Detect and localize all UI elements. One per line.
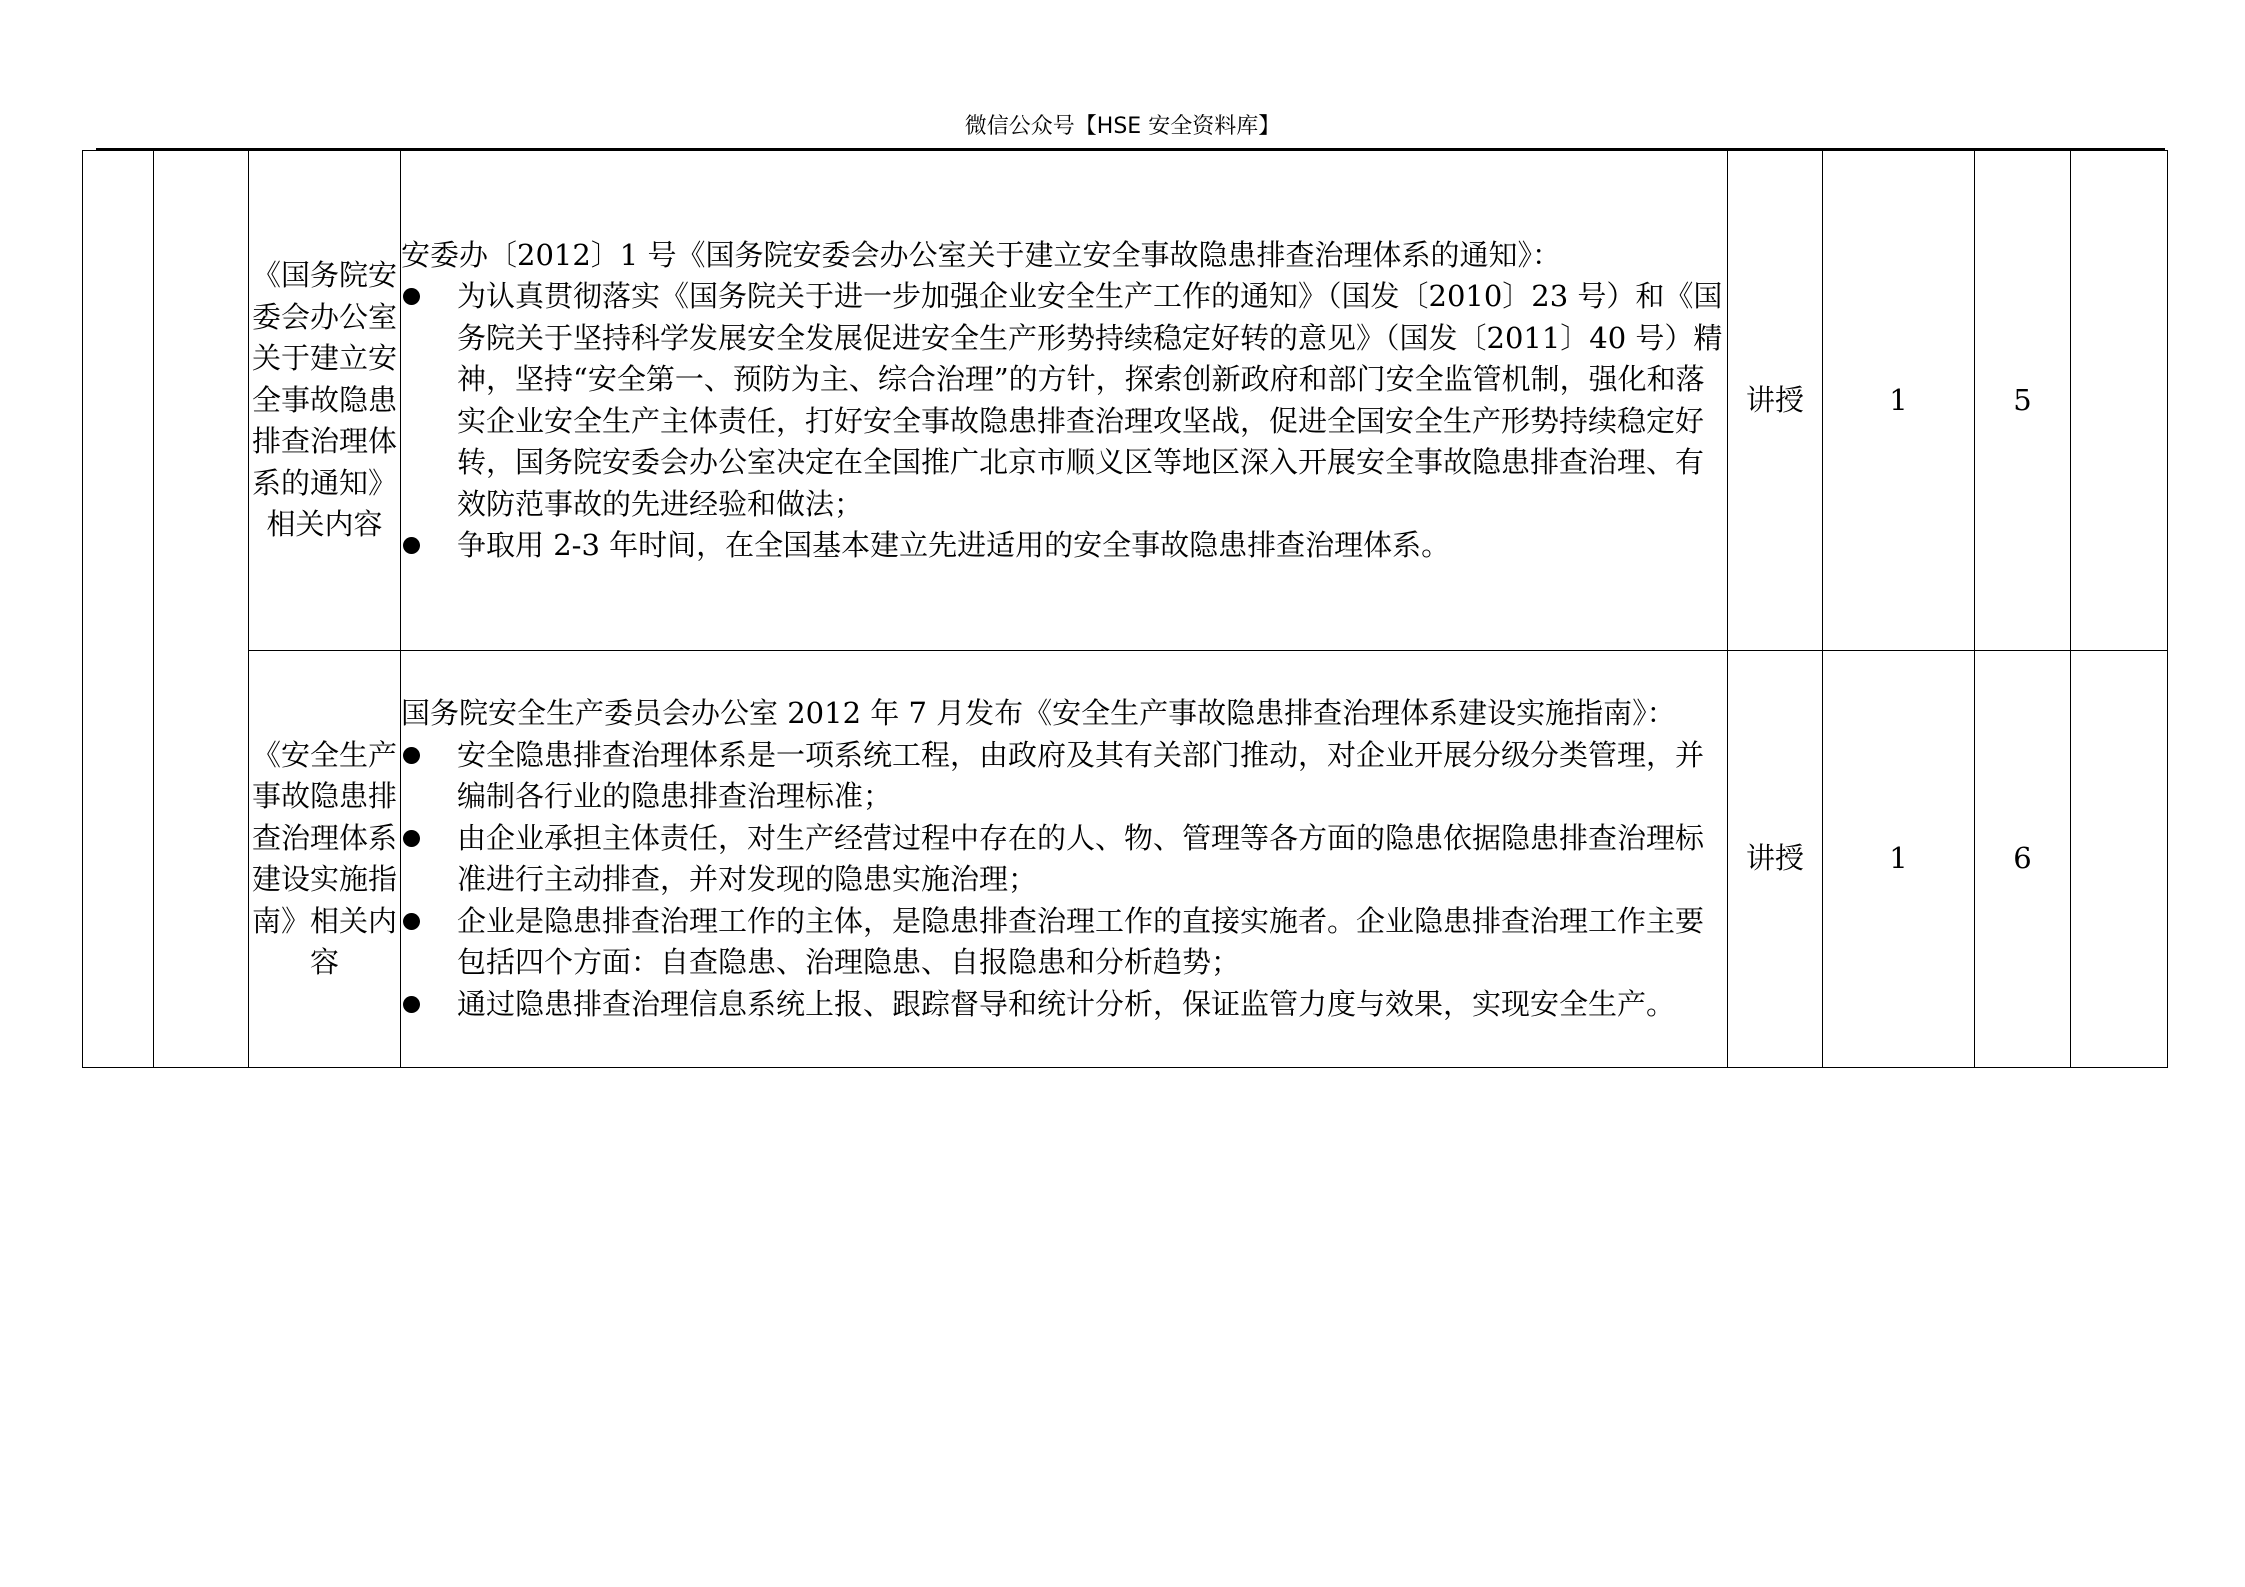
- list-item: [401, 276, 1727, 525]
- bullet-icon: [403, 996, 420, 1013]
- row-content-cell: [401, 151, 1728, 651]
- hours-cell: [1823, 151, 1975, 651]
- list-item: [401, 901, 1727, 984]
- page-header: 微信公众号【HSE 安全资料库】: [964, 114, 1281, 139]
- list-item: [401, 818, 1727, 901]
- row-intro: 国务院安全生产委员会办公室 2012 年 7 月发布《安全生产事故隐患排查治理体系建设实施指南》：: [401, 696, 1676, 730]
- class-hours: 1: [1889, 841, 1908, 876]
- empty-cell: [2071, 151, 2168, 651]
- empty-cell: [2071, 651, 2168, 1068]
- row-title-cell: [249, 151, 401, 651]
- item-number: 5: [2013, 382, 2032, 417]
- teaching-method: 讲授: [1745, 382, 1804, 417]
- list-item: [401, 735, 1727, 818]
- bullet-icon: [403, 747, 420, 764]
- number-cell: [1975, 651, 2071, 1068]
- bullet-text: 通过隐患排查治理信息系统上报、跟踪督导和统计分析，保证监管力度与效果，实现安全生产。: [457, 986, 1676, 1021]
- bullet-text: 由企业承担主体责任，对生产经营过程中存在的人、物、管理等各方面的隐患依据隐患排查治理标准进行主动排查，并对发现的隐患实施治理；: [457, 820, 1705, 896]
- bullet-text: 企业是隐患排查治理工作的主体，是隐患排查治理工作的直接实施者。企业隐患排查治理工作主要包括四个方面：自查隐患、治理隐患、自报隐患和分析趋势；: [457, 903, 1705, 979]
- bullet-list: [401, 276, 1727, 567]
- bullet-icon: [403, 537, 420, 554]
- row-intro: 安委办〔2012〕1 号《国务院安委会办公室关于建立安全事故隐患排查治理体系的通知》：: [401, 237, 1561, 272]
- bullet-icon: [403, 288, 420, 305]
- number-cell: [1975, 151, 2071, 651]
- bullet-icon: [403, 830, 420, 847]
- course-table: [82, 150, 2168, 1068]
- class-hours: 1: [1889, 382, 1908, 417]
- table-row: [83, 151, 2168, 651]
- list-item: [401, 525, 1727, 567]
- hours-cell: [1823, 651, 1975, 1068]
- table-row: [83, 651, 2168, 1068]
- row-content-cell: [401, 651, 1728, 1068]
- list-item: [401, 984, 1727, 1026]
- bullet-text: 争取用 2-3 年时间，在全国基本建立先进适用的安全事故隐患排查治理体系。: [457, 528, 1451, 562]
- bullet-text: 安全隐患排查治理体系是一项系统工程，由政府及其有关部门推动，对企业开展分级分类管理，并编制各行业的隐患排查治理标准；: [457, 737, 1705, 813]
- row-title-cell: [249, 651, 401, 1068]
- bullet-list: [401, 735, 1727, 1026]
- bullet-text: 为认真贯彻落实《国务院关于进一步加强企业安全生产工作的通知》（国发〔2010〕23 号）和《国务院关于坚持科学发展安全发展促进安全生产形势持续稳定好转的意见》（国发〔2011〕40 号）精神，坚持“安全第一、预防为主、综合治理”的方针，探索创新政府和部门安全监管机制，强化和落实企业安全生产主体责任，打好安全事故隐患排查治理攻坚战，促进全国安全生产形势持续稳定好转，国务院安委会办公室决定在全国推广北京市顺义区等地区深入开展安全事故隐患排查治理、有效防范事故的先进经验和做法；: [457, 279, 1723, 521]
- empty-cell: [154, 151, 249, 1068]
- empty-cell: [83, 151, 154, 1068]
- method-cell: [1728, 651, 1823, 1068]
- method-cell: [1728, 151, 1823, 651]
- row-title: 《安全生产事故隐患排查治理体系建设实施指南》相关内容: [251, 737, 397, 979]
- row-title: 《国务院安委会办公室关于建立安全事故隐患排查治理体系的通知》相关内容: [251, 258, 397, 542]
- item-number: 6: [2013, 841, 2032, 876]
- bullet-icon: [403, 913, 420, 930]
- teaching-method: 讲授: [1745, 841, 1804, 876]
